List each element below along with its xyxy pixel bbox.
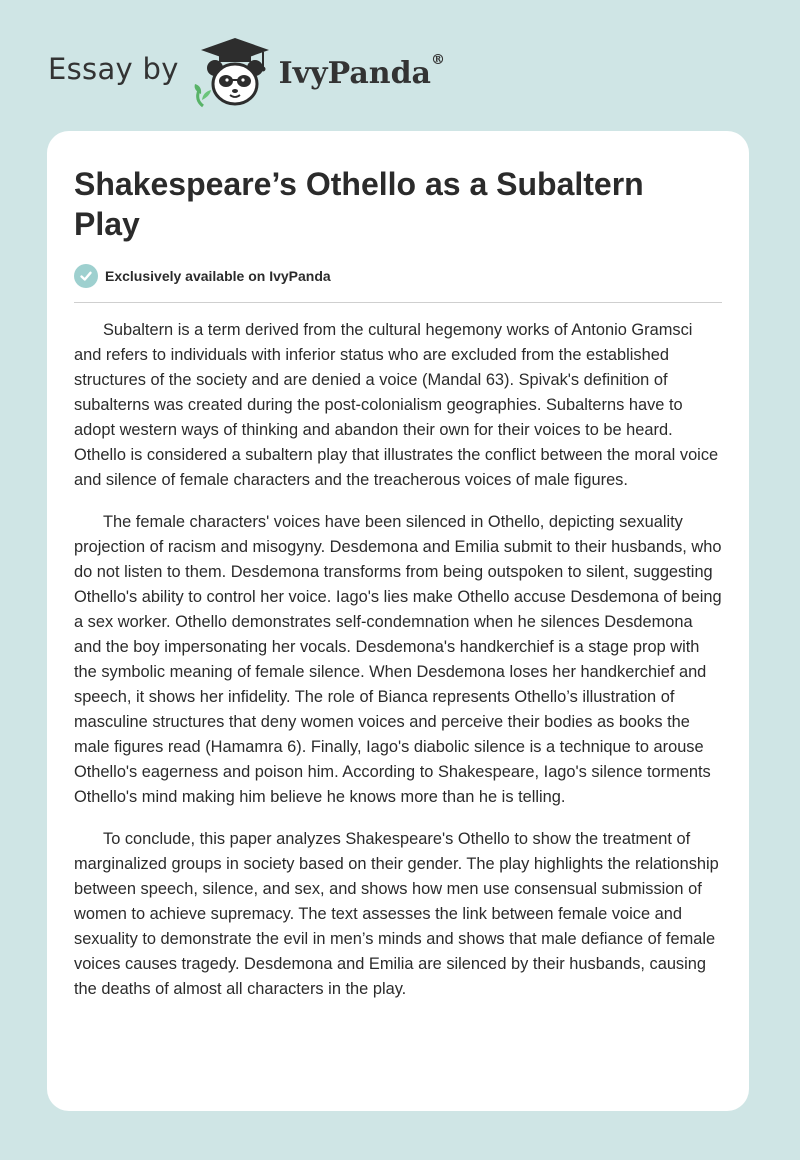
essay-by-label: Essay by — [48, 52, 179, 86]
essay-card — [47, 131, 749, 1111]
essay-body — [74, 318, 724, 1019]
brand-label: IvyPanda — [278, 55, 431, 91]
essay-title: Shakespeare’s Othello as a Subaltern Play — [74, 166, 644, 242]
divider — [74, 302, 722, 303]
brand-name[interactable] — [278, 51, 445, 91]
paragraph: To conclude, this paper analyzes Shakespeare's Othello to show the treatment of marginalized groups in society based on their gender. The play highlights the relationship between speech, silence, and sex, and shows how men use consensual submission of women to achieve supremacy. The text assesses the link between female voice and sexuality to demonstrate the evil in men’s minds and shows that male defiance of female voices causes tragedy. Desdemona and Emilia are silenced by their husbands, causing the deaths of almost all characters in the play. — [74, 830, 719, 998]
site-header — [48, 34, 445, 108]
exclusive-badge — [74, 264, 331, 288]
checkmark-icon — [74, 264, 98, 288]
paragraph: The female characters' voices have been silenced in Othello, depicting sexuality projection of racism and misogyny. Desdemona and Emilia submit to their husbands, who do not listen to them. Desdemona transforms from being outspoken to silent, suggesting Othello's ability to control her voice. Iago's lies make Othello accuse Desdemona of being a sex worker. Othello demonstrates self-condemnation when he silences Desdemona and the boy impersonating her vocals. Desdemona's handkerchief is a stage prop with the symbolic meaning of female silence. When Desdemona loses her handkerchief and speech, it shows her infidelity. The role of Bianca represents Othello’s illustration of masculine structures that deny women voices and perceive their bodies as books the male figures read (Hamamra 6). Finally, Iago's diabolic silence is a technique to arouse Othello's eagerness and poison him. According to Shakespeare, Iago's silence torments Othello's mind making him believe he knows more than he is telling. — [74, 513, 722, 806]
registered-mark: ® — [431, 51, 445, 68]
panda-graduate-icon[interactable] — [193, 34, 277, 108]
exclusive-badge-label: Exclusively available on IvyPanda — [105, 268, 331, 284]
paragraph: Subaltern is a term derived from the cultural hegemony works of Antonio Gramsci and refers to individuals with inferior status who are excluded from the established structures of the society and are denied a voice (Mandal 63). Spivak's definition of subalterns was created during the post-colonialism geographies. Subalterns have to adopt western ways of thinking and abandon their own for their voices to be heard. Othello is considered a subaltern play that illustrates the conflict between the moral voice and silence of female characters and the treacherous voices of male figures. — [74, 321, 719, 489]
